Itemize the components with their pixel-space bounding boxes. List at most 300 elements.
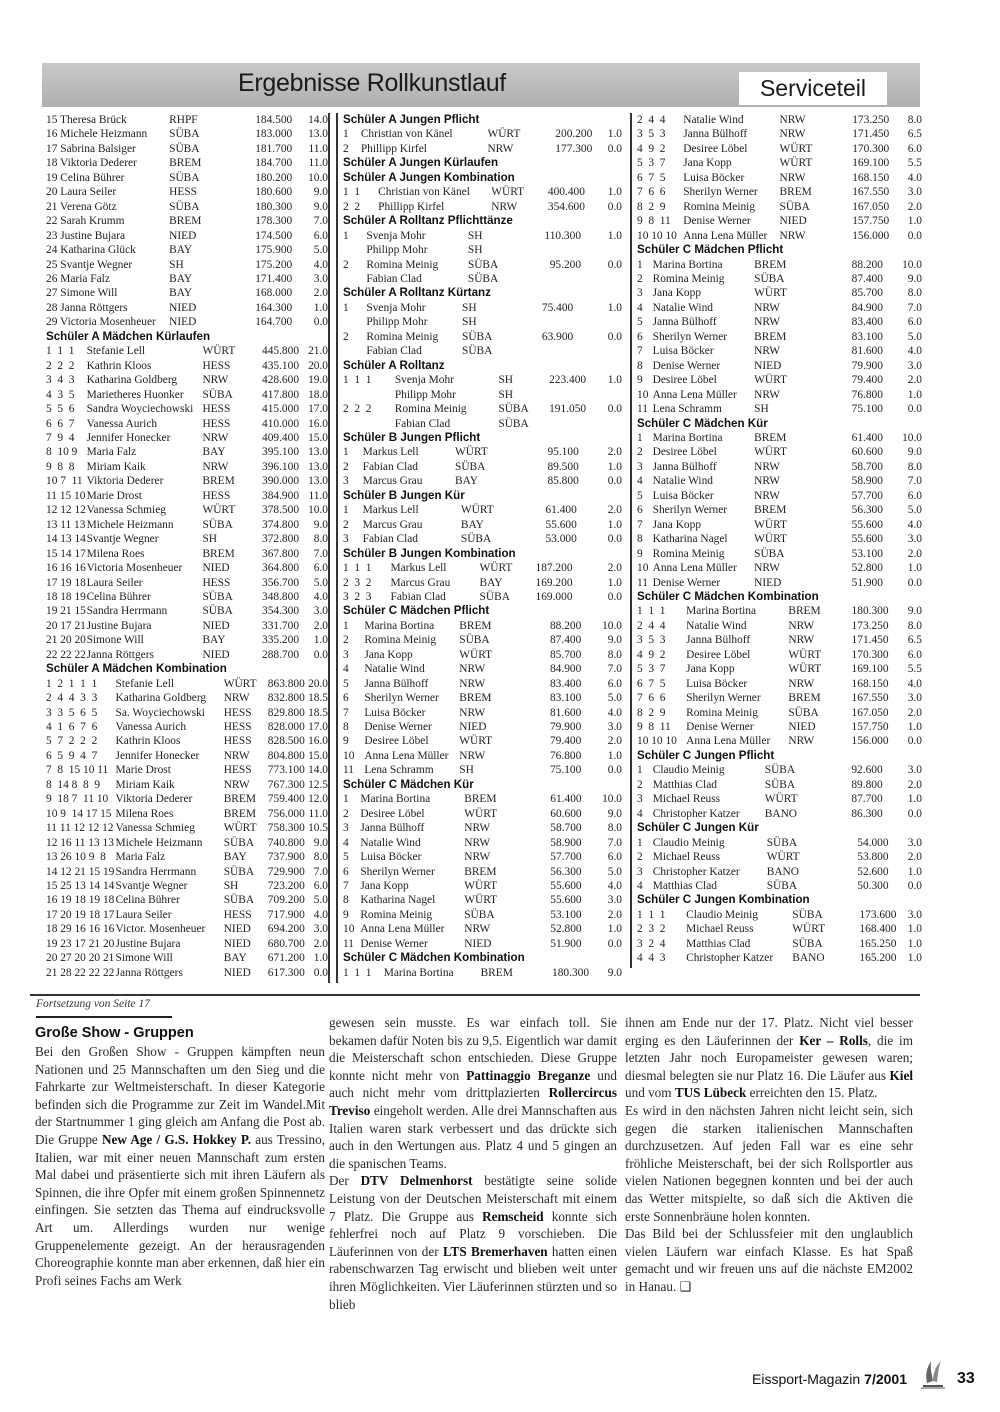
name: Denise Werner: [364, 721, 432, 734]
club: WÜRT: [459, 735, 493, 748]
name: Janna Bülhoff: [652, 460, 717, 473]
name: Anna Lena Müller: [652, 388, 737, 401]
result-row: [343, 807, 622, 821]
name: Jana Kopp: [686, 663, 735, 676]
page-footer: [752, 1367, 975, 1391]
score: 863.800: [267, 677, 305, 690]
name: Sherilyn Werner: [683, 186, 758, 199]
name: 17 Sabrina Balsiger: [46, 142, 136, 155]
result-row: [46, 243, 328, 257]
score: 829.800: [267, 706, 305, 719]
name: Michele Heizmann: [86, 518, 174, 531]
result-row: [343, 185, 622, 199]
result-row: [637, 706, 922, 720]
club: NRW: [459, 749, 486, 762]
score: 374.800: [262, 518, 300, 531]
score: 335.200: [262, 634, 300, 647]
name: 21 Verena Götz: [46, 200, 117, 213]
score: 95.100: [547, 446, 579, 459]
result-row: [46, 445, 328, 459]
score: [509, 315, 573, 329]
club: BREM: [788, 605, 821, 618]
score: 55.600: [851, 533, 883, 546]
name: Sherilyn Werner: [652, 330, 728, 343]
result-row: [343, 836, 622, 850]
club: NRW: [754, 460, 781, 473]
name: Janna Bülhoff: [683, 128, 748, 141]
results-column-1: [46, 113, 330, 983]
points: 0.0: [607, 475, 622, 488]
name: Lena Schramm: [364, 764, 434, 777]
place: 7 6 6: [637, 186, 666, 199]
points: 0.0: [313, 648, 328, 661]
club: SÜBA: [764, 764, 796, 777]
club: SÜBA: [792, 937, 823, 950]
score: [517, 243, 581, 257]
team-name: DTV Delmenhorst: [360, 1173, 473, 1189]
points: 6.0: [313, 880, 328, 893]
result-row: [46, 431, 328, 445]
team-name: Pattinaggio Breganze: [466, 1067, 591, 1083]
points: 3.0: [313, 605, 328, 618]
name: 24 Katharina Glück: [46, 244, 136, 257]
club: SÜBA: [462, 345, 493, 358]
club: WÜRT: [223, 677, 257, 690]
club: BREM: [169, 157, 202, 170]
result-row: [343, 893, 622, 907]
name: 28 Janna Röttgers: [46, 301, 128, 314]
result-row: [46, 142, 328, 156]
points: 12.0: [308, 793, 328, 806]
article-text: ihnen am Ende nur der 17. Platz. Nicht viel besser erging es den Läuferinnen der: [625, 1015, 913, 1048]
name: 27 Simone Will: [46, 287, 118, 300]
points: 0.0: [313, 316, 328, 329]
score: 828.500: [267, 735, 305, 748]
name: Desiree Löbel: [683, 142, 748, 155]
club: HESS: [223, 764, 252, 777]
result-row: [46, 171, 328, 185]
club: NIED: [754, 576, 782, 589]
name: Laura Seiler: [115, 908, 172, 921]
score: 180.300: [851, 605, 889, 618]
name: Fabian Clad: [390, 590, 446, 603]
result-row: [637, 763, 922, 777]
club: WÜRT: [202, 504, 236, 517]
score: 445.800: [262, 345, 300, 358]
team-name: LTS Bremerhaven: [442, 1243, 548, 1259]
name: Michael Reuss: [652, 793, 721, 806]
article-text: Bei den Großen Show - Gruppen kämpften neun Nationen und 25 Mannschaften um den Sieg und die Fahrkarte zur Weltmeisterschaft. In dieser Kategorie befinden sich die Programme zur Zeit im Wandel.: [35, 1044, 325, 1112]
club: BAY: [202, 446, 226, 459]
score: 409.400: [262, 431, 300, 444]
points: 1.0: [607, 374, 622, 387]
category-heading: Schüler B Jungen Pflicht: [343, 430, 481, 444]
magazine-name: Eissport-Magazin: [752, 1371, 861, 1387]
score: 56.300: [550, 865, 582, 878]
place: 3: [343, 475, 349, 488]
score: 157.750: [852, 215, 890, 228]
name: Jana Kopp: [652, 518, 702, 531]
club: WÜRT: [464, 807, 498, 820]
score: 52.600: [857, 865, 889, 878]
score: 223.400: [549, 374, 587, 387]
score: 410.000: [262, 417, 300, 430]
points: 14.0: [308, 114, 328, 126]
points: 7.0: [607, 836, 622, 849]
score: 428.600: [262, 374, 300, 387]
points: 6.0: [607, 677, 622, 690]
points: 16.0: [308, 417, 328, 430]
place: 11: [343, 764, 354, 777]
club: SÜBA: [779, 200, 810, 213]
club: SÜBA: [788, 706, 819, 719]
name: Matthias Clad: [652, 880, 717, 893]
club: NRW: [779, 114, 806, 126]
points: 13.0: [308, 446, 328, 459]
club: HESS: [202, 576, 231, 589]
article-column-1: [35, 1024, 325, 1289]
name: Stefanie Lell: [86, 345, 146, 358]
place: 2: [343, 460, 349, 473]
place: 5: [343, 677, 349, 690]
points: 2.0: [607, 735, 622, 748]
place: 1: [637, 431, 643, 444]
points: 17.0: [308, 721, 328, 734]
name: Denise Werner: [360, 937, 428, 950]
points: 18.5: [308, 692, 328, 705]
score: 168.400: [859, 923, 897, 936]
result-row: [343, 792, 622, 806]
name: Christian von Känel: [360, 128, 453, 141]
score: 181.700: [255, 142, 293, 155]
points: 12.5: [308, 778, 328, 791]
place: 1: [343, 128, 349, 141]
score: 85.700: [851, 287, 883, 300]
club: NRW: [202, 431, 229, 444]
divider: [36, 1016, 172, 1018]
club: WÜRT: [754, 533, 787, 546]
score: 79.900: [851, 359, 883, 372]
club: WÜRT: [491, 186, 525, 199]
points: 0.0: [607, 403, 622, 416]
club: SÜBA: [792, 908, 823, 921]
divider: [30, 994, 920, 996]
score: 156.000: [852, 229, 890, 242]
score: 174.500: [255, 229, 293, 242]
points: 6.0: [607, 851, 622, 864]
place: 2 2 2: [343, 403, 372, 416]
results-column-3: [630, 113, 922, 968]
place: 4 9 2: [637, 142, 666, 155]
result-row: [46, 200, 328, 214]
result-row: [46, 272, 328, 286]
name: Christopher Katzer: [652, 807, 740, 820]
club: SÜBA: [754, 547, 785, 560]
club: BANO: [766, 865, 799, 878]
result-row: [343, 388, 622, 402]
club: NRW: [779, 128, 806, 141]
result-row: [637, 315, 922, 329]
club: WÜRT: [764, 793, 798, 806]
name: Marcus Grau: [390, 576, 451, 589]
club: SÜBA: [202, 388, 233, 401]
name: Sherilyn Werner: [364, 692, 439, 705]
score: 51.900: [851, 576, 883, 589]
place: 9 8 8: [46, 460, 75, 473]
score: 354.300: [262, 605, 300, 618]
score: 740.800: [267, 836, 305, 849]
score: 828.000: [267, 721, 305, 734]
points: 16.0: [308, 735, 328, 748]
club: NRW: [779, 171, 806, 184]
points: 5.0: [313, 244, 328, 257]
result-row: [637, 648, 922, 662]
name: Anna Lena Müller: [683, 229, 768, 242]
place: 8: [343, 894, 349, 907]
points: 18.5: [308, 706, 328, 719]
article-text: aus Tressino, Italien, war mit einer neuen Mannschaft zum ersten Mal dabei und präsentierte sich mit ihren Läufern als Spinnen, die ihre Opfer mit einem großen Spinnennetz einfingen. Sie setzten das Thema auf eindrucksvolle Art um. Allerdings wurden nur wenige Gruppenelemente gezeigt. An der herausragenden Choreographie konnte man aber erkennen, daß hier ein Profi seines Fachs am Werk: [35, 1131, 326, 1288]
club: NRW: [487, 142, 514, 155]
result-row: [637, 561, 922, 575]
club: SÜBA: [498, 403, 529, 416]
result-row: [637, 373, 922, 387]
points: 1.0: [607, 460, 622, 473]
place: 5 3 7: [637, 157, 666, 170]
name: Phillipp Kirfel: [360, 142, 427, 155]
score: 57.700: [851, 489, 883, 502]
score: 167.050: [851, 706, 889, 719]
result-row: [343, 503, 622, 517]
club: SÜBA: [479, 590, 510, 603]
result-row: [637, 503, 922, 517]
issue-number: 7/2001: [864, 1371, 907, 1387]
place: 4: [637, 880, 643, 893]
points: 0.0: [607, 937, 622, 950]
result-row: [637, 518, 922, 532]
club: SÜBA: [169, 142, 200, 155]
points: 9.0: [907, 605, 922, 618]
article-column-3: [625, 1014, 913, 1296]
result-row: [46, 850, 328, 864]
score: 173.250: [851, 619, 889, 632]
place: 4 4 3: [637, 952, 666, 965]
place: 16 16 16: [46, 562, 86, 575]
result-row: [637, 865, 922, 879]
place: 5 7 2 2 2: [46, 735, 98, 748]
score: 58.900: [851, 475, 883, 488]
points: 1.0: [607, 301, 622, 314]
points: 5.0: [907, 330, 922, 343]
score: 89.800: [851, 778, 883, 791]
result-row: [46, 792, 328, 806]
score: 89.500: [547, 460, 579, 473]
result-row: [637, 532, 922, 546]
score: 723.200: [267, 880, 305, 893]
points: 7.0: [907, 301, 922, 314]
points: 3.0: [907, 764, 922, 777]
place: 14 13 14: [46, 533, 86, 546]
club: NIED: [223, 966, 251, 979]
points: 0.0: [607, 590, 622, 603]
club: NIED: [223, 937, 251, 950]
points: 0.0: [607, 533, 622, 546]
club: SÜBA: [169, 128, 200, 141]
club: SH: [462, 316, 477, 329]
name: Philipp Mohr: [366, 244, 428, 257]
score: 56.300: [851, 504, 883, 517]
result-row: [637, 301, 922, 315]
points: 3.0: [907, 359, 922, 372]
points: 9.0: [313, 186, 328, 199]
place: 4: [343, 836, 349, 849]
name: 29 Victoria Mosenheuer: [46, 316, 156, 329]
result-row: [46, 749, 328, 763]
score: [528, 388, 586, 402]
name: Svantje Wegner: [86, 533, 159, 546]
points: 11.0: [308, 807, 328, 820]
place: 1 2 1 1 1: [46, 677, 98, 690]
score: 60.600: [851, 446, 883, 459]
place: 5: [343, 851, 349, 864]
category-heading: Schüler C Mädchen Kür: [343, 777, 474, 791]
name: Anna Lena Müller: [364, 749, 449, 762]
result-row: [343, 417, 622, 431]
points: 2.0: [907, 374, 922, 387]
points: 5.0: [313, 894, 328, 907]
club: NIED: [202, 562, 230, 575]
place: 10 9 14 17 15: [46, 807, 112, 820]
name: Milena Roes: [86, 547, 145, 560]
result-row: [46, 922, 328, 936]
score: 171.450: [852, 128, 890, 141]
club: WÜRT: [479, 562, 513, 575]
name: Maria Falz: [115, 851, 166, 864]
score: 175.900: [255, 244, 293, 257]
score: 92.600: [851, 764, 883, 777]
result-row: [343, 142, 622, 156]
club: BREM: [754, 431, 787, 444]
place: 8 2 9: [637, 200, 666, 213]
club: BREM: [202, 475, 235, 488]
result-row: [637, 460, 922, 474]
score: 53.100: [851, 547, 883, 560]
club: BREM: [202, 547, 235, 560]
place: 20 27 20 20 21: [46, 952, 115, 965]
result-row: [46, 879, 328, 893]
points: 1.0: [607, 128, 623, 141]
place: 5: [637, 316, 643, 329]
result-row: [637, 547, 922, 561]
score: 168.000: [255, 287, 293, 300]
score: 400.400: [547, 186, 585, 199]
score: 85.800: [547, 475, 579, 488]
points: 2.0: [907, 778, 922, 791]
place: 11 15 10: [46, 489, 86, 502]
club: NIED: [459, 721, 487, 734]
place: [343, 417, 395, 431]
points: 20.0: [308, 359, 328, 372]
name: Fabian Clad: [366, 345, 422, 358]
name: 18 Viktoria Dederer: [46, 157, 137, 170]
place: 5: [637, 489, 643, 502]
place: 12 12 12: [46, 504, 86, 517]
points: 4.0: [907, 518, 922, 531]
score: 157.750: [851, 721, 889, 734]
name: Vanessa Aurich: [115, 721, 187, 734]
place: 9: [343, 735, 349, 748]
score: 53.800: [857, 851, 889, 864]
name: Desiree Löbel: [360, 807, 425, 820]
club: SH: [223, 880, 239, 893]
place: 10 10 10: [637, 229, 677, 242]
name: Christopher Katzer: [652, 865, 740, 878]
result-row: [343, 908, 622, 922]
score: 75.400: [541, 301, 574, 314]
name: Fabian Clad: [362, 533, 419, 546]
page-title: Ergebnisse Rollkunstlauf: [238, 69, 506, 97]
points: 0.0: [607, 142, 623, 155]
club: NRW: [223, 692, 250, 705]
points: 8.0: [907, 287, 922, 300]
points: 10.0: [602, 619, 622, 632]
club: NRW: [754, 562, 781, 575]
points: 10.0: [308, 171, 328, 184]
result-row: [46, 648, 328, 662]
points: 0.0: [607, 764, 622, 777]
result-row: [343, 445, 622, 459]
points: 19.0: [308, 374, 328, 387]
place: 2: [343, 807, 349, 820]
club: SÜBA: [223, 836, 255, 849]
result-row: [46, 763, 328, 777]
score: 680.700: [267, 937, 305, 950]
score: 759.400: [267, 793, 305, 806]
result-row: [46, 590, 328, 604]
score: 170.300: [852, 142, 890, 155]
name: Romina Meinig: [366, 330, 439, 343]
place: [343, 344, 366, 358]
result-row: [637, 778, 922, 792]
name: Victor. Mosenheuer: [115, 923, 206, 936]
category-heading: Schüler C Mädchen Kombination: [343, 951, 525, 965]
result-row: [46, 937, 328, 951]
club: WÜRT: [779, 142, 813, 155]
section-label: Serviceteil: [739, 72, 887, 105]
score: 61.400: [545, 504, 577, 517]
name: Anna Lena Müller: [360, 923, 445, 936]
score: 55.600: [550, 894, 582, 907]
points: 9.0: [607, 807, 622, 820]
result-row: [343, 576, 622, 590]
name: Romina Meinig: [394, 403, 467, 416]
continued-note: Fortsetzung von Seite 17: [36, 998, 151, 1010]
team-name: Remscheid: [482, 1208, 544, 1224]
points: 8.0: [907, 460, 922, 473]
club: WÜRT: [460, 504, 494, 517]
score: 164.300: [255, 301, 293, 314]
name: Desiree Löbel: [652, 446, 717, 459]
place: 2 4 4: [637, 114, 666, 126]
club: NRW: [459, 663, 486, 676]
name: Janna Röttgers: [86, 648, 154, 661]
points: 1.0: [607, 749, 622, 762]
score: 758.300: [267, 822, 305, 835]
result-row: [46, 127, 328, 141]
place: 2: [343, 142, 349, 155]
points: 2.0: [313, 937, 328, 950]
category-heading: Schüler A Jungen Kombination: [343, 170, 515, 184]
points: 7.0: [907, 475, 922, 488]
